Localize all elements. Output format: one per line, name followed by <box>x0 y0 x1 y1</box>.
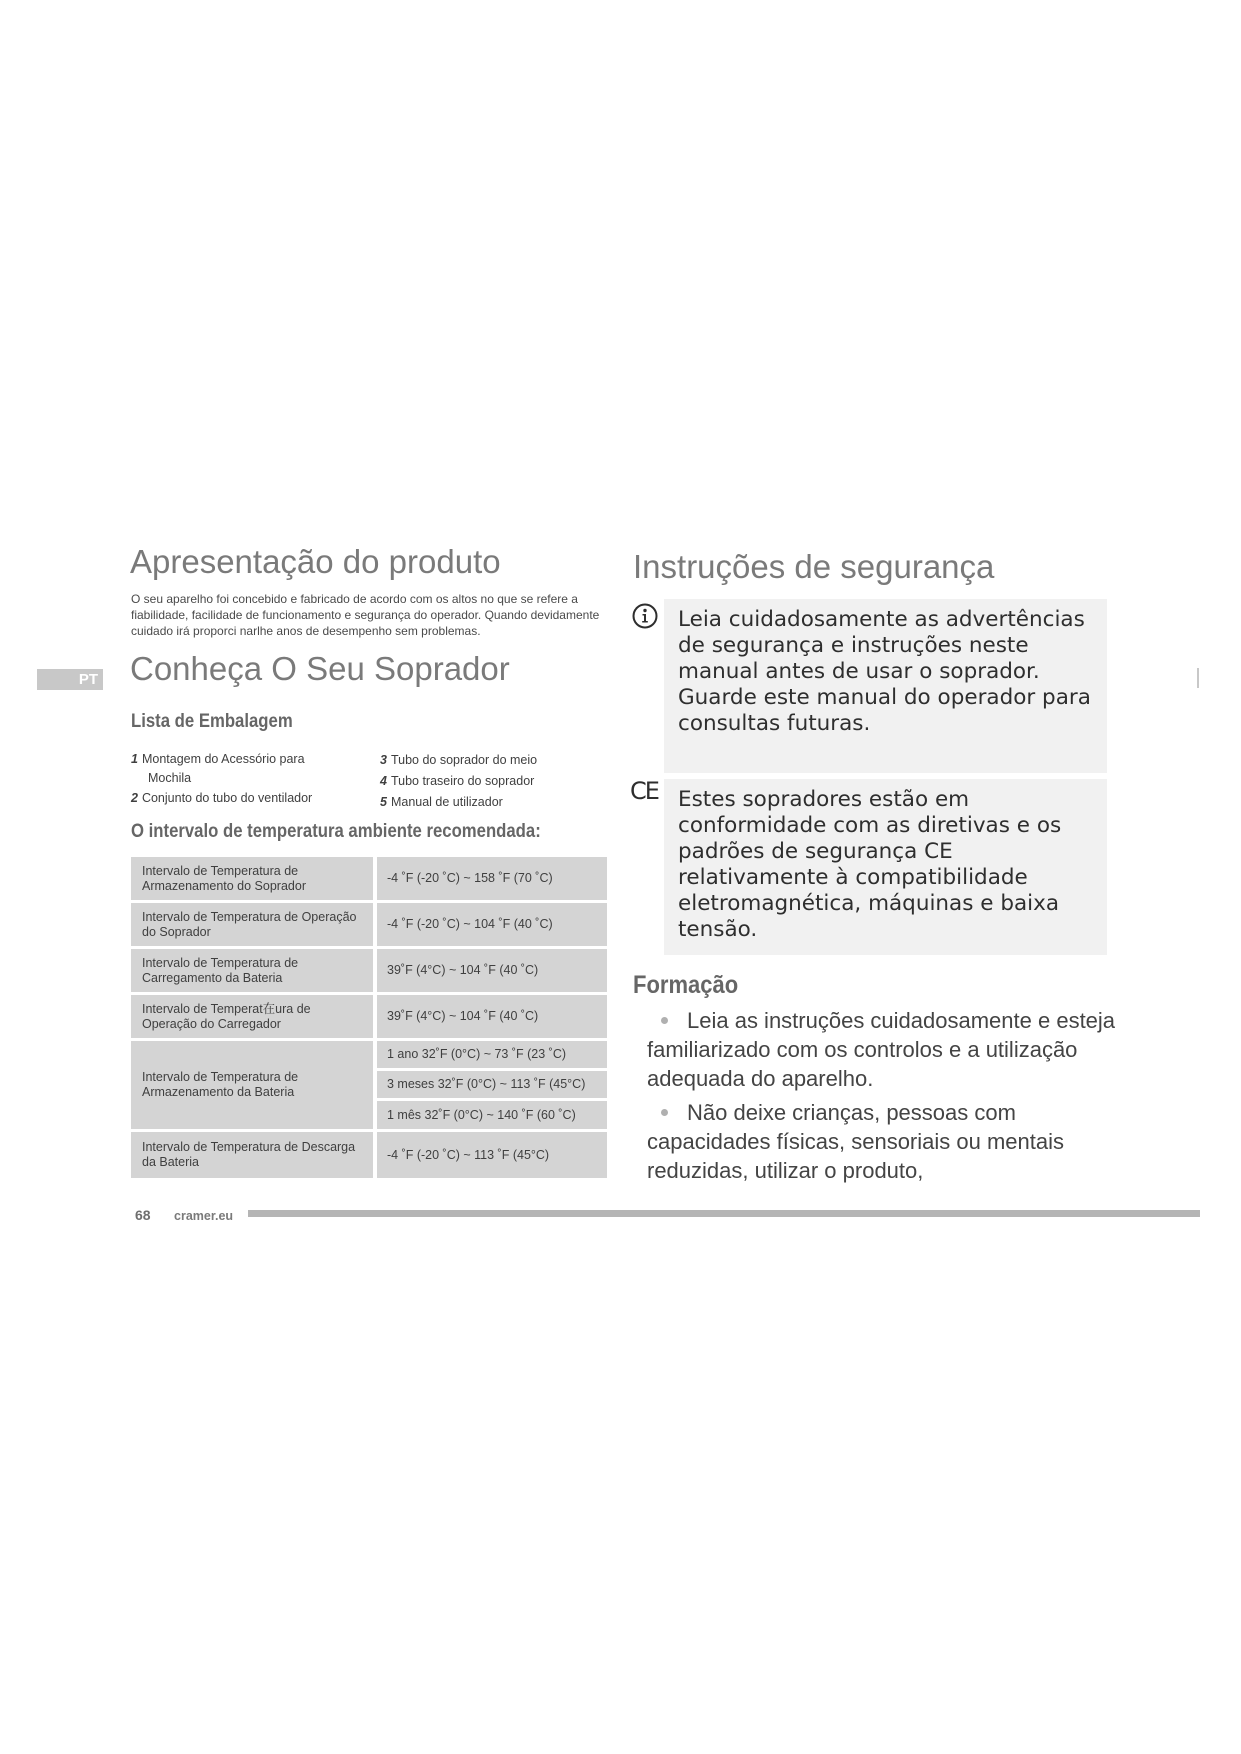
list-item-text: Leia as instruções cuidadosamente e esteja familiarizado com os controlos e a utilização adequada do aparelho. <box>647 1008 1116 1091</box>
list-item <box>647 1098 1117 1185</box>
list-item-text: Não deixe crianças, pessoas com capacidades físicas, sensoriais ou mentais reduzidas, utilizar o produto, <box>647 1100 1064 1183</box>
packing-item <box>131 789 312 807</box>
packing-item <box>380 793 503 811</box>
website-link[interactable]: cramer.eu <box>174 1209 234 1223</box>
table-row-label: Intervalo de Temperatura de Descarga da Bateria <box>131 1132 373 1178</box>
item-label: Tubo do soprador do meio <box>390 753 538 767</box>
ce-mark-icon: CE <box>630 777 658 805</box>
table-row-value: 3 meses 32˚F (0°C) ~ 113 ˚F (45°C) <box>377 1071 607 1098</box>
intro-title: Apresentação do produto <box>130 543 501 580</box>
packing-item <box>380 751 537 769</box>
item-number: 4 <box>380 774 387 788</box>
item-label: Tubo traseiro do soprador <box>390 774 535 788</box>
footer-rule <box>248 1210 1200 1217</box>
item-label: Mochila <box>148 771 192 785</box>
item-label: Manual de utilizador <box>390 795 503 809</box>
table-row-label: Intervalo de Temperatura de Operação do Soprador <box>131 903 373 946</box>
table-row-value: -4 ˚F (-20 ˚C) ~ 158 ˚F (70 ˚C) <box>377 857 607 900</box>
table-row-value: 39˚F (4°C) ~ 104 ˚F (40 ˚C) <box>377 995 607 1038</box>
table-row-value: 39˚F (4°C) ~ 104 ˚F (40 ˚C) <box>377 949 607 992</box>
safety-instructions-title: Instruções de segurança <box>633 548 995 585</box>
packing-item <box>131 750 305 768</box>
table-row-label: Intervalo de Temperat在ura de Operação do Carregador <box>131 995 373 1038</box>
table-row-label: Intervalo de Temperatura de Armazenamento do Soprador <box>131 857 373 900</box>
table-row-value: -4 ˚F (-20 ˚C) ~ 104 ˚F (40 ˚C) <box>377 903 607 946</box>
packing-item <box>380 772 534 790</box>
table-row-label: Intervalo de Temperatura de Armazenamento da Bateria <box>131 1041 373 1129</box>
table-row-value: 1 mês 32˚F (0°C) ~ 140 ˚F (60 ˚C) <box>377 1101 607 1129</box>
intro-paragraph: O seu aparelho foi concebido e fabricado de acordo com os altos no que se refere a fiabilidade, facilidade de funcionamento e segurança do operador. Quando devidamente cuidado irá proporci narlhe anos de desempenho sem problemas. <box>131 592 600 638</box>
table-row-value: -4 ˚F (-20 ˚C) ~ 113 ˚F (45°C) <box>377 1132 607 1178</box>
item-number: 5 <box>380 795 387 809</box>
item-number: 1 <box>131 752 138 766</box>
edge-marker <box>1197 668 1199 688</box>
packing-list-title: Lista de Embalagem <box>131 711 293 732</box>
know-your-blower-title: Conheça O Seu Soprador <box>130 650 510 687</box>
item-number: 2 <box>131 791 138 805</box>
packing-item-continued <box>148 769 191 787</box>
item-label: Montagem do Acessório para <box>141 752 305 766</box>
ce-compliance-text: Estes sopradores estão em conformidade com as diretivas e os padrões de segurança CE relativamente à compatibilidade eletromagnética, máquinas e baixa tensão. <box>678 787 1062 942</box>
safety-warning-text: Leia cuidadosamente as advertências de segurança e instruções neste manual antes de usar o soprador. Guarde este manual do operador para consultas futuras. <box>678 607 1091 736</box>
bullet-icon <box>661 1017 668 1024</box>
item-number: 3 <box>380 753 387 767</box>
bullet-icon <box>661 1109 668 1116</box>
temperature-range-title: O intervalo de temperatura ambiente recomendada: <box>131 821 541 842</box>
language-tab: PT <box>37 669 103 690</box>
item-label: Conjunto do tubo do ventilador <box>141 791 313 805</box>
list-item <box>647 1006 1117 1093</box>
training-title: Formação <box>633 971 739 999</box>
page-number: 68 <box>135 1207 151 1223</box>
table-row-value: 1 ano 32˚F (0°C) ~ 73 ˚F (23 ˚C) <box>377 1041 607 1068</box>
info-circle-icon <box>632 603 658 629</box>
table-row-label: Intervalo de Temperatura de Carregamento da Bateria <box>131 949 373 992</box>
